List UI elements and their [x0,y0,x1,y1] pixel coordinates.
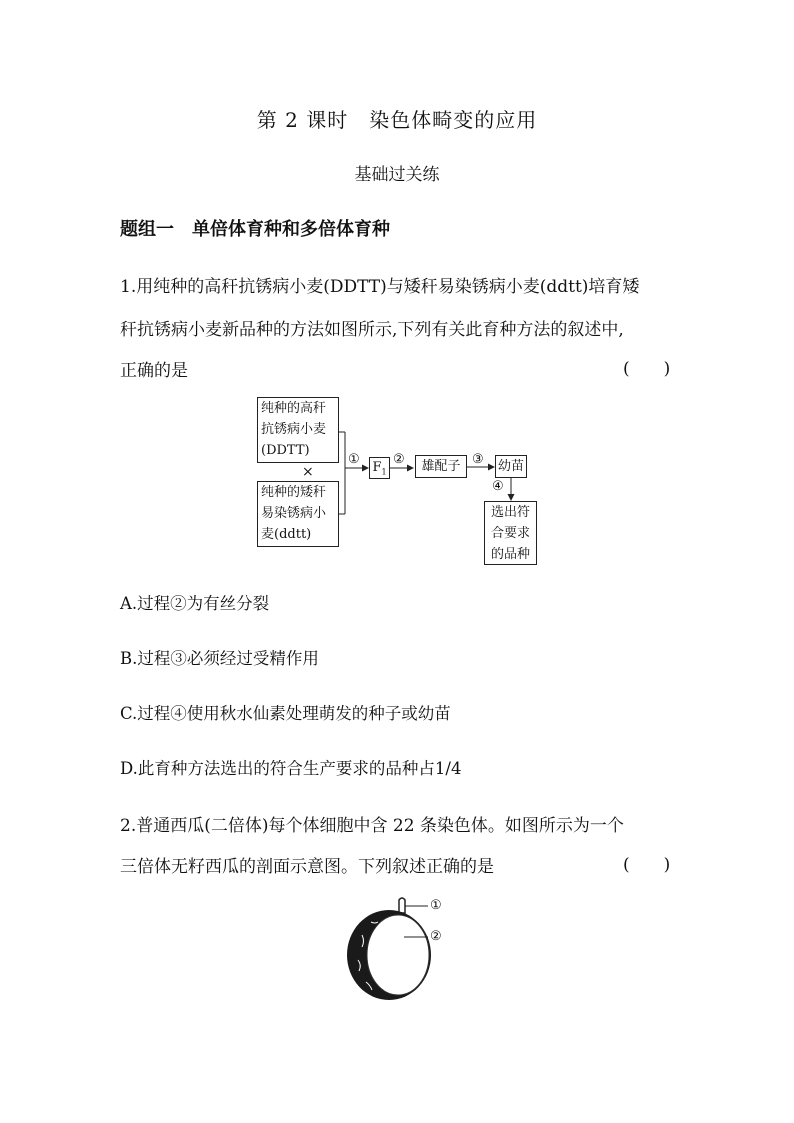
section-heading: 题组一 单倍体育种和多倍体育种 [120,219,390,240]
parent1-line: 抗锈病小麦 [261,422,327,437]
parent1-line: 纯种的高秆 [261,401,327,416]
result-line: 合要求 [490,526,530,541]
step1-label: ① [348,452,360,467]
figure-label-2: ② [430,929,442,944]
q1-option-a: A.过程②为有丝分裂 [120,594,270,613]
parent2-line: 易染锈病小 [261,506,327,521]
cross-symbol: × [302,464,314,480]
result-line: 选出符 [490,505,530,520]
step4-label: ④ [492,479,504,494]
seedling-box: 幼苗 [495,455,527,478]
step2-label: ② [393,452,405,467]
page-title: 第 2 课时 染色体畸变的应用 [256,108,538,132]
q1-option-d: D.此育种方法选出的符合生产要求的品种占1/4 [120,759,462,778]
parent1-line: (DDTT) [261,443,310,458]
result-line: 的品种 [490,547,530,562]
page-subtitle: 基础过关练 [354,165,440,185]
q1-line-3: 正确的是 [120,361,188,381]
parent2-line: 麦(ddtt) [261,527,312,542]
step3-label: ③ [472,452,484,467]
f1-subscript: 1 [381,467,387,477]
pollen-box: 雄配子 [415,455,467,478]
stem-shape [399,898,405,913]
q2-line-1: 2.普通西瓜(二倍体)每个体细胞中含 22 条染色体。如图所示为一个 [120,816,624,836]
q1-answer-paren: ( ) [623,359,671,379]
q2-line-2: 三倍体无籽西瓜的剖面示意图。下列叙述正确的是 [120,857,494,877]
q1-option-c: C.过程④使用秋水仙素处理萌发的种子或幼苗 [120,704,451,723]
q1-line-1: 1.用纯种的高秆抗锈病小麦(DDTT)与矮秆易染锈病小麦(ddtt)培育矮 [120,277,640,297]
figure-label-1: ① [430,898,442,913]
q1-line-2: 秆抗锈病小麦新品种的方法如图所示,下列有关此育种方法的叙述中, [120,320,624,340]
flesh-shape [367,915,429,995]
q2-answer-paren: ( ) [623,855,671,875]
q1-option-b: B.过程③必须经过受精作用 [120,649,319,668]
f1-label: F [372,460,382,475]
parent2-line: 纯种的矮秆 [261,485,327,500]
